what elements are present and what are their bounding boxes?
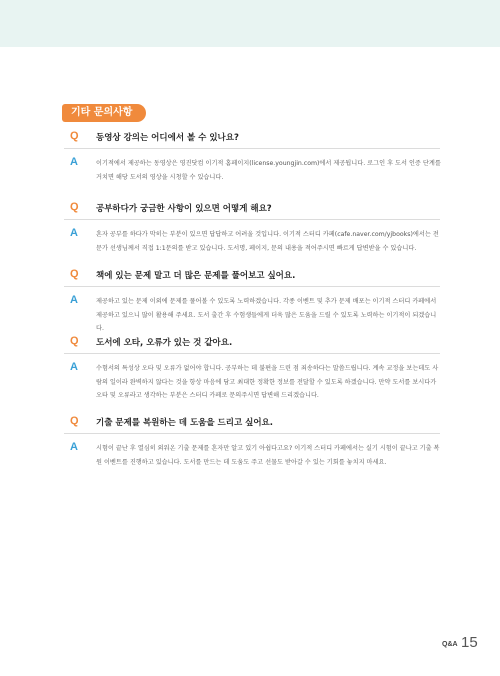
- answer-marker: A: [70, 294, 78, 306]
- footer-section-label: Q&A: [442, 641, 458, 648]
- question-text: 기출 문제를 복원하는 데 도움을 드리고 싶어요.: [96, 418, 273, 428]
- answer-marker: A: [70, 227, 78, 239]
- answer-marker: A: [70, 441, 78, 453]
- question-marker: Q: [70, 335, 79, 347]
- answer-marker: A: [70, 156, 78, 168]
- page-number: 15: [461, 634, 478, 651]
- question-text: 동영상 강의는 어디에서 볼 수 있나요?: [96, 133, 239, 143]
- answer-text: 이기적에서 제공하는 동영상은 영진닷컴 이기적 홈페이지(license.youngjin.com)에서 제공됩니다. 로그인 후 도서 인증 단계를 거치면 해당 도서의 영상을 시청할 수 있습니다.: [96, 160, 441, 181]
- question-text: 공부하다가 궁금한 사항이 있으면 어떻게 해요?: [96, 204, 272, 214]
- section-title: 기타 문의사항: [62, 104, 146, 122]
- question-marker: Q: [70, 130, 79, 142]
- answer-text: 시험이 끝난 후 열심히 외워온 기출 문제를 혼자만 알고 있기 아쉽다고요? 이기적 스터디 카페에서는 실기 시험이 끝나고 기출 복원 이벤트를 진행하고 있습니다. 도서를 만드는 데 도움도 주고 선물도 받아갈 수 있는 기회를 놓치지 마세요.: [96, 445, 440, 466]
- header-band: [0, 0, 500, 47]
- answer-marker: A: [70, 361, 78, 373]
- answer-text: 수험서의 특성상 오타 및 오류가 없어야 합니다. 공부하는 데 불편을 드린 점 죄송하다는 말씀드립니다. 계속 교정을 보는데도 사람의 일이라 완벽하지 않다는 것을 항상 마음에 담고 최대한 정확한 정보를 전달할 수 있도록 하겠습니다. 만약 도서를 보시다가 오타 및 오류라고 생각하는 부분은 스터디 카페로 문의주시면 답변해 드리겠습니다.: [96, 365, 439, 399]
- question-text: 도서에 오타, 오류가 있는 것 같아요.: [96, 338, 233, 348]
- question-marker: Q: [70, 268, 79, 280]
- answer-text: 혼자 공부를 하다가 막히는 부분이 있으면 답답하고 어려울 것입니다. 이기적 스터디 카페(cafe.naver.com/yjbooks)에서는 전문가 선생님께서 직접 1:1문의를 받고 있습니다. 도서명, 페이지, 문의 내용을 적어주시면 빠르게 답변받을 수 있습니다.: [96, 231, 439, 252]
- answer-text: 제공하고 있는 문제 이외에 문제를 풀어볼 수 있도록 노력하겠습니다. 각종 이벤트 및 추가 문제 배포는 이기적 스터디 카페에서 제공하고 있으니 많이 활용해 주세요. 도서 출간 후 수험생들에게 더욱 많은 도움을 드릴 수 있도록 노력하는 이기적이 되겠습니다.: [96, 298, 437, 332]
- question-marker: Q: [70, 415, 79, 427]
- question-text: 책에 있는 문제 말고 더 많은 문제를 풀어보고 싶어요.: [96, 271, 296, 281]
- question-marker: Q: [70, 201, 79, 213]
